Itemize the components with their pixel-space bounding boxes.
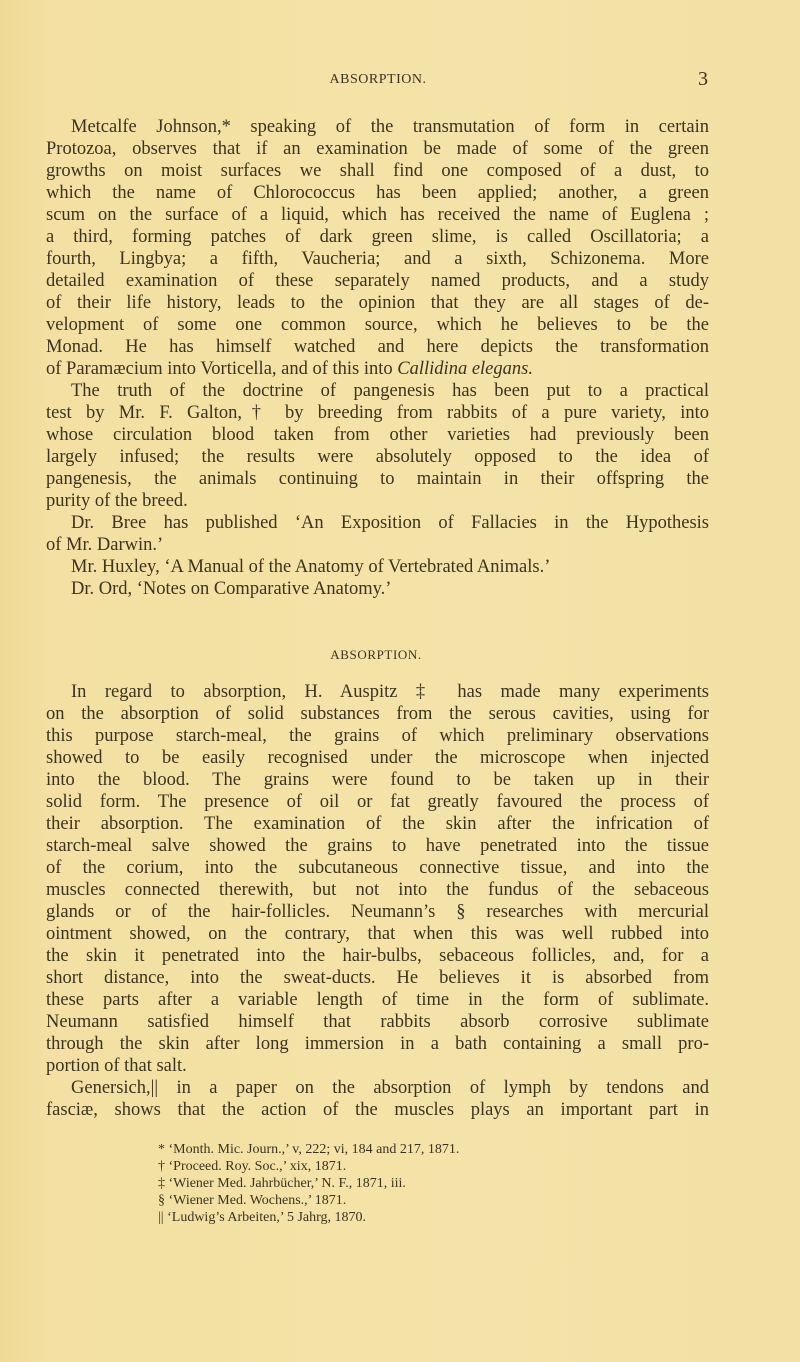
text-block-1: [46, 116, 709, 600]
text-line: of Mr. Darwin.’: [46, 535, 164, 555]
italic-species-name: Callidina elegans.: [397, 359, 533, 379]
text-line: a third, forming patches of dark green slime, is called Oscillatoria; a: [46, 227, 709, 247]
text-line: Genersich,|| in a paper on the absorption of lymph by tendons and: [71, 1078, 709, 1098]
text-line: Protozoa, observes that if an examination be made of some of the green: [46, 139, 709, 159]
section-heading: ABSORPTION.: [330, 647, 422, 662]
paragraph: [46, 681, 709, 1077]
footnote: ‡ ‘Wiener Med. Jahrbücher,’ N. F., 1871, iii.: [158, 1176, 406, 1191]
text-line: test by Mr. F. Galton,† by breeding from rabbits of a pure variety, into: [46, 403, 709, 423]
text-line: muscles connected therewith, but not into the fundus of the sebaceous: [46, 880, 709, 900]
footnote: || ‘Ludwig’s Arbeiten,’ 5 Jahrg, 1870.: [158, 1210, 367, 1225]
text-line: ointment showed, on the contrary, that when this was well rubbed into: [46, 924, 709, 944]
text-line: whose circulation blood taken from other varieties had previously been: [46, 425, 709, 445]
text-line: Metcalfe Johnson,* speaking of the transmutation of form in certain: [71, 117, 709, 137]
text-line: pangenesis, the animals continuing to maintain in their offspring the: [46, 469, 709, 489]
paragraph: [46, 578, 709, 600]
text-line: showed to be easily recognised under the microscope when injected: [46, 748, 709, 768]
text-line: portion of that salt.: [46, 1056, 187, 1076]
text-line: Neumann satisfied himself that rabbits absorb corrosive sublimate: [46, 1012, 709, 1032]
text-line: the skin it penetrated into the hair-bulbs, sebaceous follicles, and, for a: [46, 946, 709, 966]
text-line: detailed examination of these separately named products, and a study: [46, 271, 709, 291]
paragraph: [46, 116, 709, 380]
text-line: glands or of the hair-follicles. Neumann’s § researches with mercurial: [46, 902, 709, 922]
paragraph: [46, 512, 709, 556]
text-block-2: [46, 681, 709, 1121]
text-line: fourth, Lingbya; a fifth, Vaucheria; and a sixth, Schizonema. More: [46, 249, 709, 269]
text-line: which the name of Chlorococcus has been applied; another, a green: [46, 183, 709, 203]
text-line: scum on the surface of a liquid, which has received the name of Euglena ;: [46, 205, 709, 225]
text-line: Monad. He has himself watched and here depicts the transformation: [46, 337, 709, 357]
text-line: [46, 358, 709, 380]
text-line: these parts after a variable length of time in the form of sublimate.: [46, 990, 709, 1010]
text-line: Dr. Bree has published ‘An Exposition of Fallacies in the Hypothesis: [71, 513, 709, 533]
text-line: velopment of some one common source, which he believes to be the: [46, 315, 709, 335]
footnote: § ‘Wiener Med. Wochens.,’ 1871.: [158, 1193, 347, 1208]
text-line: fasciæ, shows that the action of the muscles plays an important part in: [46, 1100, 709, 1120]
text-line: through the skin after long immersion in a bath containing a small pro-: [46, 1034, 709, 1054]
text-line: growths on moist surfaces we shall find one composed of a dust, to: [46, 161, 709, 181]
text-line: their absorption. The examination of the skin after the infrication of: [46, 814, 709, 834]
text-line: Dr. Ord, ‘Notes on Comparative Anatomy.’: [71, 579, 392, 599]
text-line: In regard to absorption, H. Auspitz ‡ has made many experiments: [71, 682, 709, 702]
running-head: ABSORPTION.: [329, 72, 427, 87]
text-line: this purpose starch-meal, the grains of which preliminary observations: [46, 726, 709, 746]
text-span: of Paramæcium into Vorticella, and of this into: [46, 359, 398, 379]
text-line: short distance, into the sweat-ducts. He believes it is absorbed from: [46, 968, 709, 988]
footnote: * ‘Month. Mic. Journ.,’ v, 222; vi, 184 and 217, 1871.: [158, 1142, 460, 1157]
text-line: largely infused; the results were absolutely opposed to the idea of: [46, 447, 709, 467]
page-number: 3: [698, 68, 708, 90]
text-line: purity of the breed.: [46, 491, 188, 511]
text-line: Mr. Huxley, ‘A Manual of the Anatomy of Vertebrated Animals.’: [71, 557, 551, 577]
paragraph: [46, 380, 709, 512]
footnotes: [158, 1141, 459, 1226]
text-line: into the blood. The grains were found to be taken up in their: [46, 770, 709, 790]
paragraph: [46, 1077, 709, 1121]
text-line: of their life history, leads to the opinion that they are all stages of de-: [46, 293, 709, 313]
text-line: starch-meal salve showed the grains to have penetrated into the tissue: [46, 836, 709, 856]
paragraph: [46, 556, 709, 578]
text-line: solid form. The presence of oil or fat greatly favoured the process of: [46, 792, 709, 812]
text-line: on the absorption of solid substances from the serous cavities, using for: [46, 704, 709, 724]
footnote: † ‘Proceed. Roy. Soc.,’ xix, 1871.: [158, 1159, 347, 1174]
text-line: The truth of the doctrine of pangenesis has been put to a practical: [71, 381, 709, 401]
text-line: of the corium, into the subcutaneous connective tissue, and into the: [46, 858, 709, 878]
